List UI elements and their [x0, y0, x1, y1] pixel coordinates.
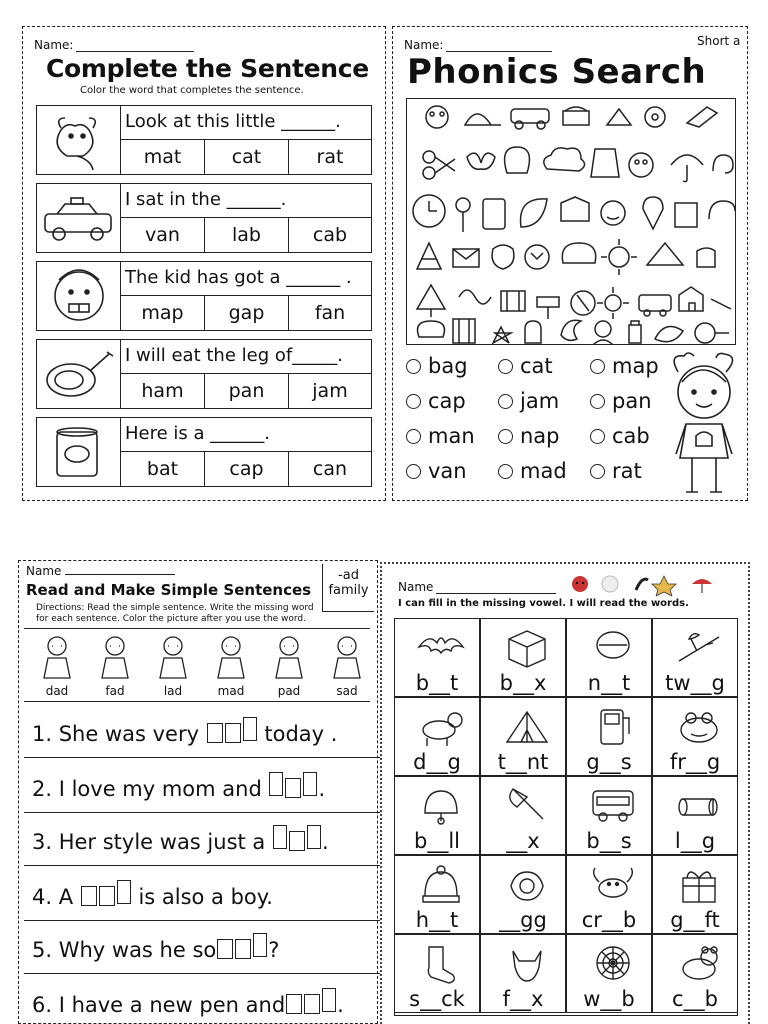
word-card[interactable]: [652, 934, 738, 1013]
word-card[interactable]: [566, 855, 652, 934]
word-option[interactable]: [406, 389, 466, 413]
choice-word[interactable]: can: [312, 458, 348, 480]
word-blank: t__nt: [497, 750, 549, 774]
picture-label: mad: [217, 684, 245, 698]
word-card[interactable]: [394, 934, 480, 1013]
name-field[interactable]: [398, 580, 556, 594]
word-option-label: man: [428, 424, 475, 448]
ham-icon: [37, 340, 121, 408]
taxi-icon: [37, 184, 121, 252]
word-card[interactable]: [480, 697, 566, 776]
hat-icon: [417, 862, 465, 906]
vowel-icons: [570, 572, 730, 596]
word-card[interactable]: [566, 934, 652, 1013]
directions: Directions: Read the simple sentence. Write the missing word for each sentence. Color the picture after you use the word.: [36, 603, 314, 624]
word-option-label: mad: [520, 459, 567, 483]
word-option-label: rat: [612, 459, 642, 483]
word-card[interactable]: [394, 776, 480, 855]
instructions: I can fill in the missing vowel. I will read the words.: [398, 598, 689, 609]
word-card[interactable]: [394, 618, 480, 697]
sentence-start: 2. I love my mom and: [32, 777, 269, 801]
choice-word[interactable]: cab: [312, 224, 348, 246]
choice-word[interactable]: rat: [316, 146, 344, 168]
name-line[interactable]: [76, 51, 194, 52]
checkbox-circle[interactable]: [590, 429, 605, 444]
corner-label: Short a: [697, 34, 741, 48]
word-option[interactable]: [590, 424, 650, 448]
log-icon: [675, 783, 723, 827]
word-option[interactable]: [406, 459, 467, 483]
word-blank: s__ck: [409, 987, 465, 1011]
name-label: Name:: [34, 38, 74, 52]
sentence-start: 6. I have a new pen and: [32, 993, 286, 1017]
word-blank: __x: [506, 829, 540, 853]
answer-boxes[interactable]: [216, 938, 268, 962]
word-blank: n__t: [587, 671, 631, 695]
name-field[interactable]: [26, 564, 175, 578]
word-option[interactable]: [590, 459, 642, 483]
word-blank: tw__g: [665, 671, 725, 695]
word-option-label: bag: [428, 354, 468, 378]
word-option[interactable]: [498, 424, 560, 448]
word-option-label: jam: [520, 389, 560, 413]
choice-word[interactable]: fan: [314, 302, 346, 324]
bus-icon: [589, 783, 637, 827]
word-card[interactable]: [394, 697, 480, 776]
word-blank: h__t: [415, 908, 459, 932]
gas-pump-icon: [589, 704, 637, 748]
sentence-start: 1. She was very: [32, 722, 206, 746]
sentence-text: I sat in the ______.: [121, 184, 371, 218]
word-blank: l__g: [674, 829, 716, 853]
choice-word[interactable]: gap: [205, 296, 289, 330]
sentence-text: Here is a ______.: [121, 418, 371, 452]
answer-boxes[interactable]: [268, 777, 318, 801]
answer-boxes[interactable]: [80, 885, 132, 909]
word-option[interactable]: [406, 354, 468, 378]
word-blank: g__s: [586, 750, 632, 774]
search-picture-grid: [406, 98, 736, 345]
crab-icon: [589, 862, 637, 906]
word-card[interactable]: [480, 618, 566, 697]
word-option[interactable]: [406, 424, 475, 448]
word-blank: b__ll: [414, 829, 460, 853]
word-card[interactable]: [652, 855, 738, 934]
answer-boxes[interactable]: [206, 722, 258, 746]
checkbox-circle[interactable]: [590, 359, 605, 374]
word-card[interactable]: [480, 934, 566, 1013]
choice-word[interactable]: map: [121, 296, 205, 330]
word-card[interactable]: [480, 776, 566, 855]
word-blank: b__s: [586, 829, 632, 853]
word-blank: g__ft: [670, 908, 720, 932]
name-line[interactable]: [436, 593, 556, 594]
sentence-row: [36, 417, 372, 487]
word-card[interactable]: [480, 855, 566, 934]
sentence-text: The kid has got a ______ .: [121, 262, 371, 296]
word-option-label: cap: [428, 389, 466, 413]
sentence-end: .: [318, 777, 326, 801]
egg-icon: [503, 862, 551, 906]
picture-lad: [146, 632, 200, 698]
picture-fad: [88, 632, 142, 698]
sentence-row: [36, 261, 372, 331]
word-blank: __gg: [499, 908, 547, 932]
sentence-start: 4. A: [32, 885, 80, 909]
sentence-end: today .: [257, 722, 338, 746]
choice-word[interactable]: bat: [121, 452, 205, 486]
word-option-label: cat: [520, 354, 553, 378]
sentence-end: .: [337, 993, 344, 1017]
word-card[interactable]: [394, 855, 480, 934]
word-option-label: nap: [520, 424, 560, 448]
word-option-label: cab: [612, 424, 650, 448]
family-tag: [322, 564, 374, 612]
choice-word[interactable]: ham: [121, 374, 205, 408]
word-blank: b__t: [415, 671, 459, 695]
word-option[interactable]: [498, 389, 559, 413]
choice-word[interactable]: cat: [205, 140, 289, 174]
sentence-row: [36, 339, 372, 409]
word-option[interactable]: [498, 354, 553, 378]
word-option[interactable]: [498, 459, 567, 483]
name-field[interactable]: [404, 38, 552, 52]
word-option[interactable]: [590, 389, 652, 413]
dog-icon: [417, 704, 465, 748]
word-card[interactable]: [652, 776, 738, 855]
rat-icon: [37, 106, 121, 174]
checkbox-circle[interactable]: [406, 359, 421, 374]
choice-word[interactable]: lab: [205, 218, 289, 252]
box-icon: [503, 625, 551, 669]
page-title: Read and Make Simple Sentences: [26, 581, 312, 599]
web-icon: [589, 941, 637, 985]
checkbox-circle[interactable]: [498, 464, 513, 479]
fox-icon: [503, 941, 551, 985]
checkbox-circle[interactable]: [406, 464, 421, 479]
tent-icon: [503, 704, 551, 748]
choice-word[interactable]: jam: [312, 380, 348, 402]
nut-icon: [589, 625, 637, 669]
sentence-end: ?: [268, 938, 280, 962]
sock-icon: [417, 941, 465, 985]
choice-word[interactable]: van: [121, 218, 205, 252]
word-blank: f__x: [502, 987, 544, 1011]
word-card[interactable]: [652, 697, 738, 776]
family-tag-label: -ad family: [328, 568, 369, 598]
picture-pad: [262, 632, 316, 698]
name-label: Name: [26, 564, 62, 578]
picture-mad: [204, 632, 258, 698]
word-blank: b__x: [499, 671, 547, 695]
picture-sad: [320, 632, 374, 698]
checkbox-circle[interactable]: [498, 429, 513, 444]
bell-icon: [417, 783, 465, 827]
bat-icon: [417, 625, 465, 669]
word-card[interactable]: [566, 618, 652, 697]
sentence-text: Look at this little ______.: [121, 106, 371, 140]
twig-icon: [675, 625, 723, 669]
word-option-label: pan: [612, 389, 652, 413]
word-option[interactable]: [590, 354, 659, 378]
picture-label: fad: [105, 684, 125, 698]
sentence-start: 5. Why was he so: [32, 938, 217, 962]
page-title: Phonics Search: [407, 52, 707, 92]
sentence-row: [36, 105, 372, 175]
word-option-label: map: [612, 354, 659, 378]
picture-label: lad: [163, 684, 183, 698]
picture-label: dad: [45, 684, 69, 698]
word-option-label: van: [428, 459, 467, 483]
cub-icon: [675, 941, 723, 985]
checkbox-circle[interactable]: [498, 394, 513, 409]
word-blank: d__g: [413, 750, 461, 774]
axe-icon: [503, 783, 551, 827]
gap-tooth-kid-icon: [37, 262, 121, 330]
choice-word[interactable]: cap: [205, 452, 289, 486]
page-title: Complete the Sentence: [46, 54, 369, 83]
checkbox-circle[interactable]: [590, 464, 605, 479]
word-card[interactable]: [566, 776, 652, 855]
choice-word[interactable]: pan: [205, 374, 289, 408]
gift-icon: [675, 862, 723, 906]
word-blank: cr__b: [581, 908, 637, 932]
name-label: Name:: [404, 38, 444, 52]
frog-icon: [675, 704, 723, 748]
picture-label: sad: [336, 684, 358, 698]
girl-illustration: [666, 352, 746, 497]
word-blank: fr__g: [669, 750, 721, 774]
sentence-start: 3. Her style was just a: [32, 830, 272, 854]
hidden-pictures-illustration: [407, 99, 736, 345]
checkbox-circle[interactable]: [406, 394, 421, 409]
sentence-row: [36, 183, 372, 253]
sentence-end: .: [321, 830, 329, 854]
checkbox-circle[interactable]: [498, 359, 513, 374]
picture-label: pad: [277, 684, 301, 698]
name-field[interactable]: [34, 38, 194, 52]
choice-word[interactable]: mat: [121, 140, 205, 174]
can-icon: [37, 418, 121, 486]
picture-dad: [30, 632, 84, 698]
word-blank: w__b: [583, 987, 635, 1011]
name-label: Name: [398, 580, 434, 594]
word-card[interactable]: [566, 697, 652, 776]
word-blank: c__b: [672, 987, 718, 1011]
sentence-end: is also a boy.: [131, 885, 273, 909]
answer-boxes[interactable]: [285, 993, 337, 1017]
checkbox-circle[interactable]: [590, 394, 605, 409]
checkbox-circle[interactable]: [406, 429, 421, 444]
page-subtitle: Color the word that completes the sentence.: [80, 85, 304, 96]
answer-boxes[interactable]: [272, 830, 322, 854]
sentence-text: I will eat the leg of_____.: [121, 340, 371, 374]
word-card[interactable]: [652, 618, 738, 697]
